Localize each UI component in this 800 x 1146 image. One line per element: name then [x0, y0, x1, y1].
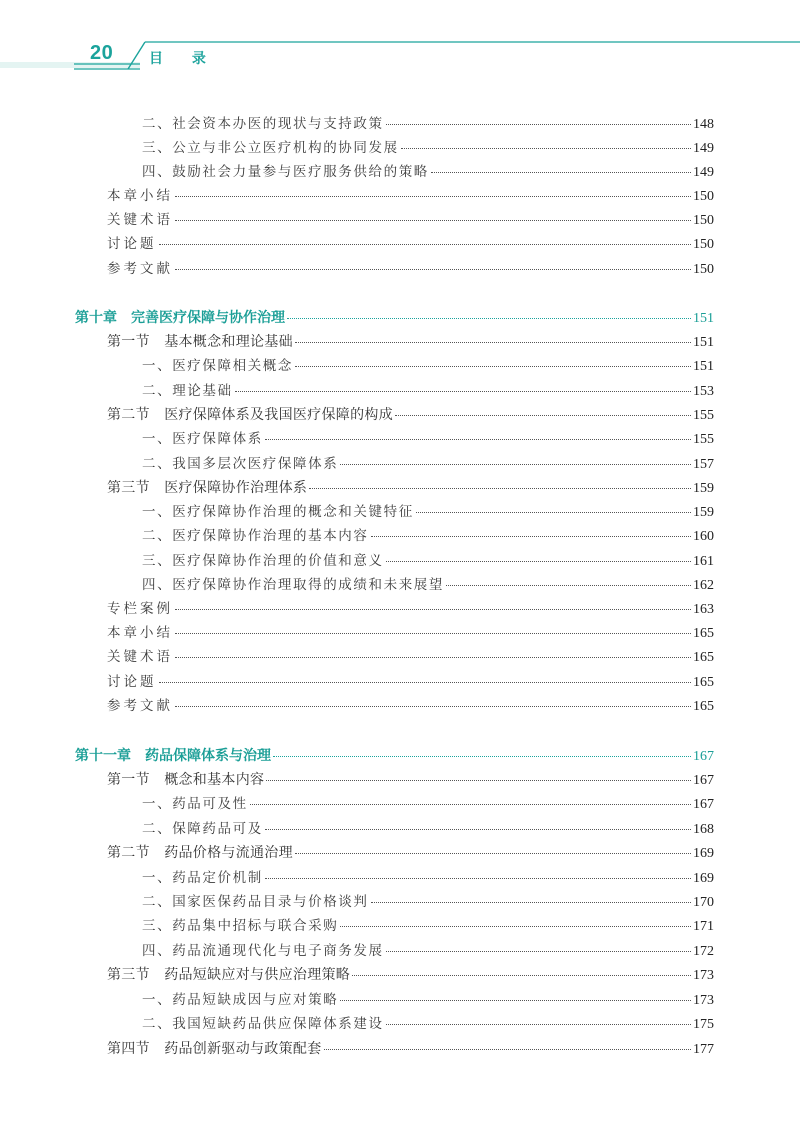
toc-page-number: 155 [693, 432, 714, 447]
toc-page-number: 172 [693, 944, 714, 959]
dot-leader [371, 535, 692, 537]
toc-title: 第二节 药品价格与流通治理 [107, 845, 293, 861]
toc-title: 二、保障药品可及 [142, 821, 263, 837]
toc-entry-row[interactable] [142, 113, 714, 135]
toc-entry-row[interactable] [142, 380, 714, 402]
toc-entry-row[interactable] [142, 501, 714, 523]
toc-title: 关键术语 [107, 212, 173, 228]
section-title: 目 录 [149, 51, 218, 67]
toc-page-number: 162 [693, 578, 714, 593]
toc-entry-row[interactable] [107, 598, 714, 620]
dot-leader [265, 438, 691, 440]
toc-chapter-row[interactable] [75, 307, 714, 329]
toc-page-number: 159 [693, 481, 714, 496]
toc-page-number: 161 [693, 554, 714, 569]
dot-leader [250, 803, 691, 805]
dot-leader [295, 365, 691, 367]
toc-page-number: 157 [693, 457, 714, 472]
toc-title: 参考文献 [107, 261, 173, 277]
toc-section-row[interactable] [107, 331, 714, 353]
toc-entry-row[interactable] [142, 940, 714, 962]
dot-leader [175, 195, 691, 197]
toc-page-number: 149 [693, 165, 714, 180]
toc-page-number: 168 [693, 822, 714, 837]
toc-entry-row[interactable] [142, 989, 714, 1011]
toc-page-number: 169 [693, 871, 714, 886]
toc-entry-row[interactable] [142, 793, 714, 815]
toc-section-row[interactable] [107, 477, 714, 499]
toc-page-number: 165 [693, 699, 714, 714]
toc-entry-row[interactable] [142, 915, 714, 937]
toc-page-number: 173 [693, 993, 714, 1008]
toc-entry-row[interactable] [107, 258, 714, 280]
toc-entry-row[interactable] [142, 428, 714, 450]
toc-page-number: 150 [693, 237, 714, 252]
dot-leader [287, 317, 691, 319]
dot-leader [175, 608, 691, 610]
page-number: 20 [90, 42, 114, 64]
toc-title: 三、药品集中招标与联合采购 [142, 918, 339, 934]
toc-page-number: 151 [693, 359, 714, 374]
toc-entry-row[interactable] [142, 453, 714, 475]
toc-entry-row[interactable] [142, 137, 714, 159]
toc-title: 一、药品可及性 [142, 796, 248, 812]
toc-page-number: 155 [693, 408, 714, 423]
toc-entry-row[interactable] [107, 622, 714, 644]
toc-title: 第三节 药品短缺应对与供应治理策略 [107, 967, 351, 983]
toc-page-number: 148 [693, 117, 714, 132]
toc-title: 一、医疗保障体系 [142, 431, 263, 447]
toc-page-number: 173 [693, 968, 714, 983]
toc-title: 三、公立与非公立医疗机构的协同发展 [142, 140, 399, 156]
toc-entry-row[interactable] [142, 574, 714, 596]
toc-page-number: 165 [693, 650, 714, 665]
toc-title: 一、药品定价机制 [142, 870, 263, 886]
dot-leader [395, 414, 691, 416]
dot-leader [371, 901, 692, 903]
dot-leader [175, 219, 691, 221]
toc-title: 第四节 药品创新驱动与政策配套 [107, 1041, 322, 1057]
dot-leader [386, 1023, 691, 1025]
toc-page-number: 175 [693, 1017, 714, 1032]
toc-page-number: 170 [693, 895, 714, 910]
toc-title: 第一节 概念和基本内容 [107, 772, 265, 788]
dot-leader [309, 487, 691, 489]
toc-title: 二、医疗保障协作治理的基本内容 [142, 528, 369, 544]
dot-leader [265, 877, 691, 879]
toc-page-number: 160 [693, 529, 714, 544]
toc-section-row[interactable] [107, 842, 714, 864]
toc-section-row[interactable] [107, 769, 714, 791]
toc-entry-row[interactable] [142, 818, 714, 840]
dot-leader [175, 268, 691, 270]
toc-page-number: 150 [693, 213, 714, 228]
toc-title: 一、医疗保障协作治理的概念和关键特征 [142, 504, 414, 520]
toc-title: 二、理论基础 [142, 383, 233, 399]
dot-leader [340, 999, 691, 1001]
dot-leader [386, 123, 691, 125]
toc-page-number: 159 [693, 505, 714, 520]
toc-chapter-row[interactable] [75, 745, 714, 767]
toc-page-number: 150 [693, 262, 714, 277]
toc-page-number: 177 [693, 1042, 714, 1057]
dot-leader [352, 974, 691, 976]
dot-leader [159, 681, 692, 683]
dot-leader [431, 171, 691, 173]
toc-page-number: 151 [693, 311, 714, 326]
dot-leader [273, 755, 691, 757]
toc-title: 二、我国短缺药品供应保障体系建设 [142, 1016, 384, 1032]
dot-leader [401, 147, 691, 149]
toc-page-number: 167 [693, 797, 714, 812]
dot-leader [295, 341, 691, 343]
toc-entry-row[interactable] [142, 867, 714, 889]
toc-page-number: 151 [693, 335, 714, 350]
toc-entry-row[interactable] [142, 525, 714, 547]
toc-page-number: 167 [693, 773, 714, 788]
dot-leader [340, 463, 691, 465]
toc-section-row[interactable] [107, 964, 714, 986]
toc-title: 第一节 基本概念和理论基础 [107, 334, 293, 350]
toc-title: 第十一章 药品保障体系与治理 [75, 748, 271, 764]
dot-leader [265, 828, 691, 830]
dot-leader [324, 1048, 692, 1050]
toc-page-number: 171 [693, 919, 714, 934]
toc-page-number: 167 [693, 749, 714, 764]
dot-leader [266, 779, 691, 781]
toc-page-number: 153 [693, 384, 714, 399]
dot-leader [175, 705, 691, 707]
dot-leader [295, 852, 691, 854]
toc-entry-row[interactable] [107, 233, 714, 255]
toc-page-number: 165 [693, 626, 714, 641]
toc-title: 二、社会资本办医的现状与支持政策 [142, 116, 384, 132]
toc-section-row[interactable] [107, 404, 714, 426]
toc-title: 三、医疗保障协作治理的价值和意义 [142, 553, 384, 569]
toc-title: 二、我国多层次医疗保障体系 [142, 456, 339, 472]
toc-title: 专栏案例 [107, 601, 173, 617]
toc-title: 本章小结 [107, 188, 173, 204]
toc-title: 四、鼓励社会力量参与医疗服务供给的策略 [142, 164, 429, 180]
dot-leader [416, 511, 691, 513]
toc-page-number: 165 [693, 675, 714, 690]
toc-title: 二、国家医保药品目录与价格谈判 [142, 894, 369, 910]
dot-leader [386, 560, 691, 562]
toc-entry-row[interactable] [107, 671, 714, 693]
toc-entry-row[interactable] [142, 1013, 714, 1035]
toc-page-number: 163 [693, 602, 714, 617]
toc-entry-row[interactable] [142, 891, 714, 913]
toc-title: 一、医疗保障相关概念 [142, 358, 293, 374]
dot-leader [159, 243, 692, 245]
toc-entry-row[interactable] [107, 646, 714, 668]
toc-entry-row[interactable] [107, 695, 714, 717]
dot-leader [175, 656, 691, 658]
toc-title: 一、药品短缺成因与应对策略 [142, 992, 339, 1008]
toc-title: 关键术语 [107, 649, 173, 665]
toc-page-number: 149 [693, 141, 714, 156]
toc-title: 参考文献 [107, 698, 173, 714]
toc-section-row[interactable] [107, 1038, 714, 1060]
dot-leader [386, 950, 691, 952]
toc-title: 第二节 医疗保障体系及我国医疗保障的构成 [107, 407, 393, 423]
toc-entry-row[interactable] [142, 550, 714, 572]
toc-entry-row[interactable] [142, 355, 714, 377]
dot-leader [340, 925, 691, 927]
toc-page-number: 150 [693, 189, 714, 204]
toc-title: 四、医疗保障协作治理取得的成绩和未来展望 [142, 577, 444, 593]
toc-title: 四、药品流通现代化与电子商务发展 [142, 943, 384, 959]
toc-entry-row[interactable] [142, 161, 714, 183]
dot-leader [446, 584, 691, 586]
toc-title: 讨论题 [107, 674, 157, 690]
toc-page-number: 169 [693, 846, 714, 861]
toc-title: 第十章 完善医疗保障与协作治理 [75, 310, 285, 326]
toc-entry-row[interactable] [107, 209, 714, 231]
toc-entry-row[interactable] [107, 185, 714, 207]
dot-leader [175, 632, 691, 634]
dot-leader [235, 390, 691, 392]
toc-title: 第三节 医疗保障协作治理体系 [107, 480, 308, 496]
toc-title: 本章小结 [107, 625, 173, 641]
toc-title: 讨论题 [107, 236, 157, 252]
